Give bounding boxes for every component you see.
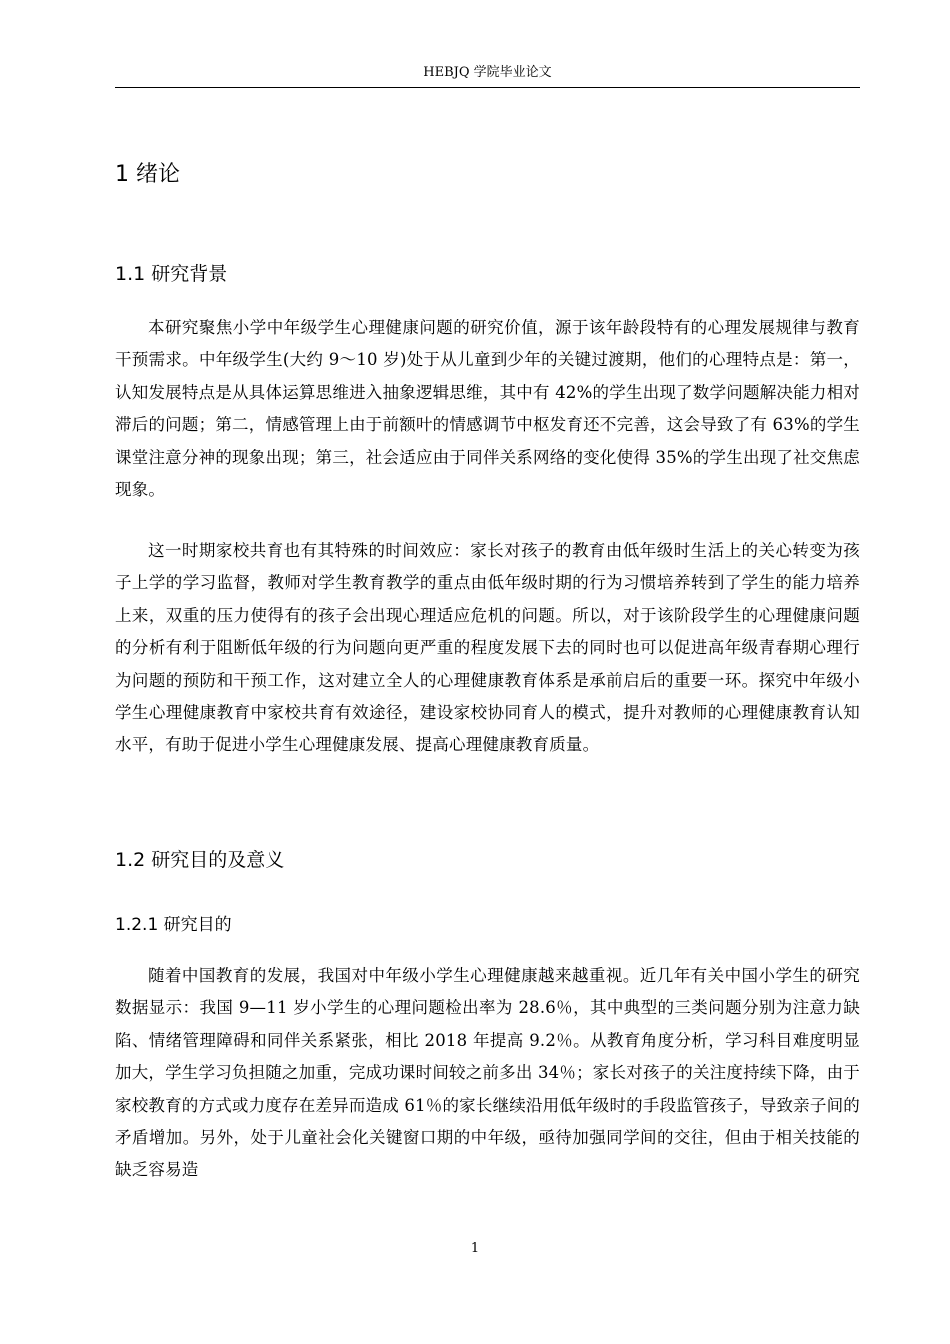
page-number: 1 [470,1241,480,1256]
paragraph-background-2: 这一时期家校共育也有其特殊的时间效应：家长对孩子的教育由低年级时生活上的关心转变为孩子上学的学习监督，教师对学生教育教学的重点由低年级时期的行为习惯培养转到了学生的能力培养上来，双重的压力使得有的孩子会出现心理适应危机的问题。所以，对于该阶段学生的心理健康问题的分析有利于阻断低年级的行为问题向更严重的程度发展下去的同时也可以促进高年级青春期心理行为问题的预防和干预工作，这对建立全人的心理健康教育体系是承前启后的重要一环。探究中年级小学生心理健康教育中家校共育有效途径，建设家校协同育人的模式，提升对教师的心理健康教育认知水平，有助于促进小学生心理健康发展、提高心理健康教育质量。 [115,541,860,755]
page-header [115,63,860,88]
paragraph-purpose-1: 随着中国教育的发展，我国对中年级小学生心理健康越来越重视。近几年有关中国小学生的研究数据显示：我国 9—11 岁小学生的心理问题检出率为 28.6％，其中典型的三类问题分别为注意力缺陷、情绪管理障碍和同伴关系紧张，相比 2018 年提高 9.2％。从教育角度分析，学习科目难度明显加大，学生学习负担随之加重，完成功课时间较之前多出 34％；家长对孩子的关注度持续下降，由于家校教育的方式或力度存在差异而造成 61％的家长继续沿用低年级时的手段监管孩子，导致亲子间的矛盾增加。另外，处于儿童社会化关键窗口期的中年级，亟待加强同学间的交往，但由于相关技能的缺乏容易造 [115,966,860,1180]
header-title: HEBJQ 学院毕业论文 [423,65,552,80]
chapter-heading: 1 绪论 [115,162,180,187]
subsection-heading-1-2-1: 1.2.1 研究目的 [115,915,232,935]
section-heading-1-2: 1.2 研究目的及意义 [115,849,285,871]
section-heading-1-1: 1.1 研究背景 [115,263,228,285]
paragraph-background-1: 本研究聚焦小学中年级学生心理健康问题的研究价值，源于该年龄段特有的心理发展规律与教育干预需求。中年级学生(大约 9～10 岁)处于从儿童到少年的关键过渡期，他们的心理特点是：第一，认知发展特点是从具体运算思维进入抽象逻辑思维，其中有 42%的学生出现了数学问题解决能力相对滞后的问题；第二，情感管理上由于前额叶的情感调节中枢发育还不完善，这会导致了有 63%的学生课堂注意分神的现象出现；第三，社会适应由于同伴关系网络的变化使得 35%的学生出现了社交焦虑现象。 [115,318,860,500]
